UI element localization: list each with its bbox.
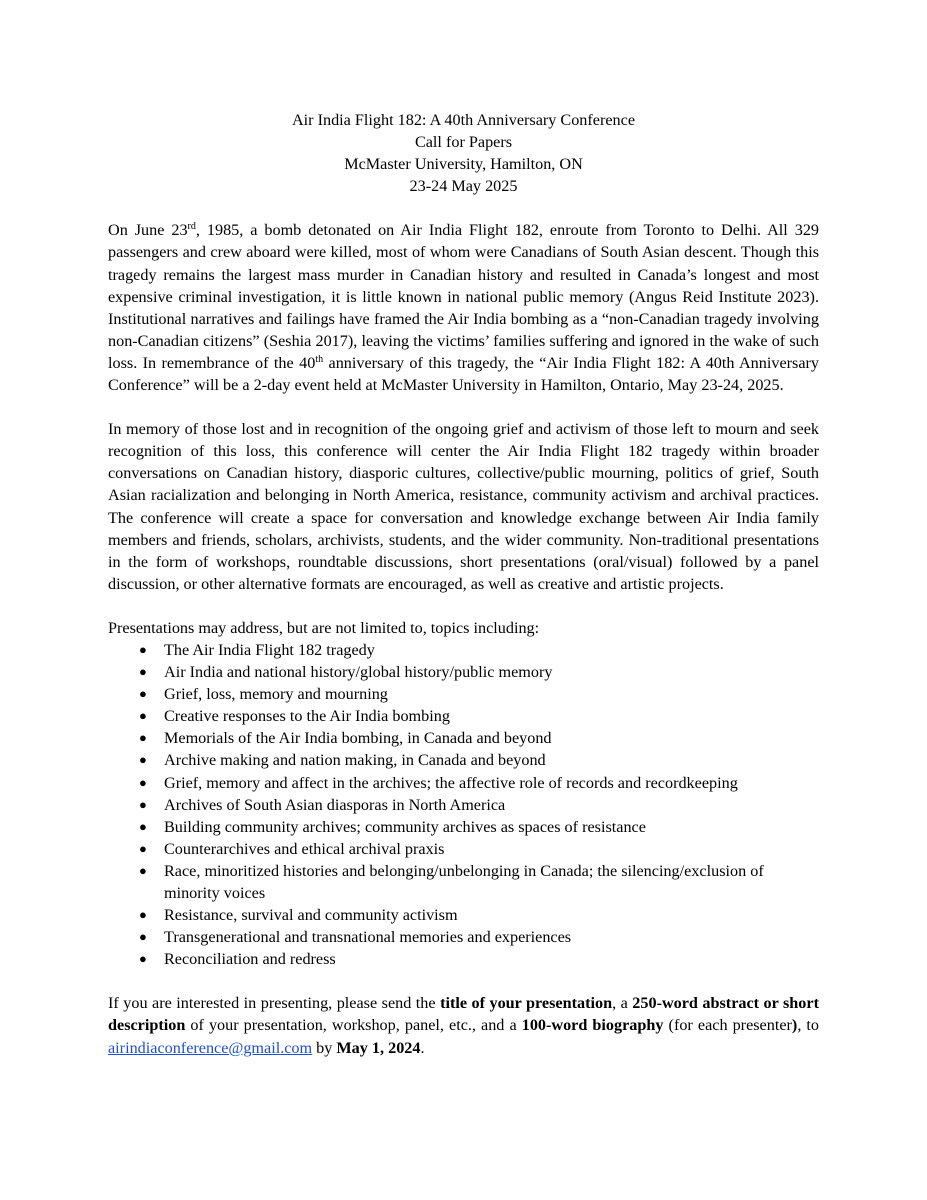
topic-list-item [108,639,819,661]
contact-email-link[interactable]: airindiaconference@gmail.com [108,1038,313,1057]
topic-list-item [108,749,819,771]
topic-list-item [108,772,819,794]
topic-text: Creative responses to the Air India bombing [164,707,450,726]
topics-intro: Presentations may address, but are not limited to, topics including: [108,618,540,637]
submission-text: . [420,1038,425,1057]
topic-text: The Air India Flight 182 tragedy [164,640,375,659]
bullet-icon: ● [139,840,147,856]
conference-title: Air India Flight 182: A 40th Anniversary Conference [291,111,636,129]
bullet-icon: ● [139,774,147,790]
topic-text: Archives of South Asian diasporas in North America [164,795,506,814]
bullet-icon: ● [139,752,147,768]
intro-text-end: anniversary of this tragedy, the “Air India Flight 182: A 40th Anniversary Conference” will be a 2-day event held at McMaster University in Hamilton, Ontario, May 23-24, 2025. [108,353,819,395]
topic-list-item [108,860,819,904]
submission-text: (for each presenter [663,1016,792,1035]
bullet-icon: ● [139,796,147,812]
submission-paragraph [108,992,819,1058]
topic-text: Race, minoritized histories and belonging/unbelonging in Canada; the silencing/exclusion of minority voices [164,861,764,902]
bullet-icon: ● [139,730,147,746]
topic-text: Transgenerational and transnational memories and experiences [164,928,572,947]
submission-text: If you are interested in presenting, please send the [108,994,441,1013]
document-page [108,109,819,1081]
bullet-icon: ● [139,907,147,923]
topic-list-item [108,838,819,860]
intro-text-start: On June 23 [108,221,188,240]
conference-location: McMaster University, Hamilton, ON [344,155,583,174]
conference-scope-paragraph: In memory of those lost and in recognition of the ongoing grief and activism of those left to mourn and seek recognition of this loss, this conference will center the Air India Flight 182 tragedy within broader conversations on Canadian history, diasporic cultures, collective/public mourning, politics of grief, South Asian racialization and belonging in North America, resistance, community activism and archival practices. The conference will create a space for conversation and knowledge exchange between Air India family members and friends, scholars, archivists, students, and the wider community. Non-traditional presentations in the form of workshops, roundtable discussions, short presentations (oral/visual) followed by a panel discussion, or other alternative formats are encouraged, as well as creative and artistic projects. [108,420,819,593]
topic-text: Grief, memory and affect in the archives; the affective role of records and recordkeeping [164,773,738,792]
topic-text: Grief, loss, memory and mourning [164,685,388,704]
bold-paren: ) [791,1016,798,1035]
submission-text: by [312,1038,337,1057]
bullet-icon: ● [139,641,147,657]
bullet-icon: ● [139,708,147,724]
submission-text: , to [797,1016,820,1035]
topic-list-item [108,816,819,838]
bold-deadline: May 1, 2024 [336,1038,421,1057]
topic-list-item [108,683,819,705]
topic-list-item [108,794,819,816]
bold-biography-requirement: 100-word biography [521,1016,664,1035]
topic-list-item [108,948,819,970]
topic-text: Reconciliation and redress [164,950,336,969]
bullet-icon: ● [139,929,147,945]
topic-text: Archive making and nation making, in Canada and beyond [164,751,546,770]
call-for-papers-heading: Call for Papers [414,133,513,152]
document-header [108,109,819,197]
topics-list [108,639,819,970]
topic-text: Counterarchives and ethical archival praxis [164,839,445,858]
bullet-icon: ● [139,686,147,702]
conference-dates: 23-24 May 2025 [409,177,518,196]
topic-text: Memorials of the Air India bombing, in Canada and beyond [164,729,552,748]
bullet-icon: ● [139,818,147,834]
topic-list-item [108,661,819,683]
topic-text: Building community archives; community archives as spaces of resistance [164,817,646,836]
bullet-icon: ● [139,951,147,967]
topic-list-item [108,904,819,926]
bold-title-requirement: title of your presentation [440,994,613,1013]
topic-list-item [108,727,819,749]
bullet-icon: ● [139,664,147,680]
topic-list-item [108,926,819,948]
intro-paragraph [108,219,819,396]
bold-abstract-requirement: 250-word abstract or short description [108,994,819,1035]
bullet-icon: ● [139,862,147,878]
superscript-th: th [315,353,324,365]
superscript-rd: rd [187,221,196,233]
submission-text: of your presentation, workshop, panel, etc., and a [185,1016,522,1035]
topic-text: Air India and national history/global history/public memory [164,663,553,682]
topic-list-item [108,705,819,727]
topic-text: Resistance, survival and community activism [164,906,458,925]
submission-text: , a [612,994,633,1013]
intro-text-middle: , 1985, a bomb detonated on Air India Flight 182, enroute from Toronto to Delhi. All 329 passengers and crew aboard were killed, most of whom were Canadians of South Asian descent. Though this tragedy remains the largest mass murder in Canadian history and resulted in Canada’s longest and most expensive criminal investigation, it is little known in national public memory (Angus Reid Institute 2023). Institutional narratives and failings have framed the Air India bombing as a “non-Canadian tragedy involving non-Canadian citizens” (Seshia 2017), leaving the victims’ families suffering and ignored in the wake of such loss. In remembrance of the 40 [108,221,820,372]
